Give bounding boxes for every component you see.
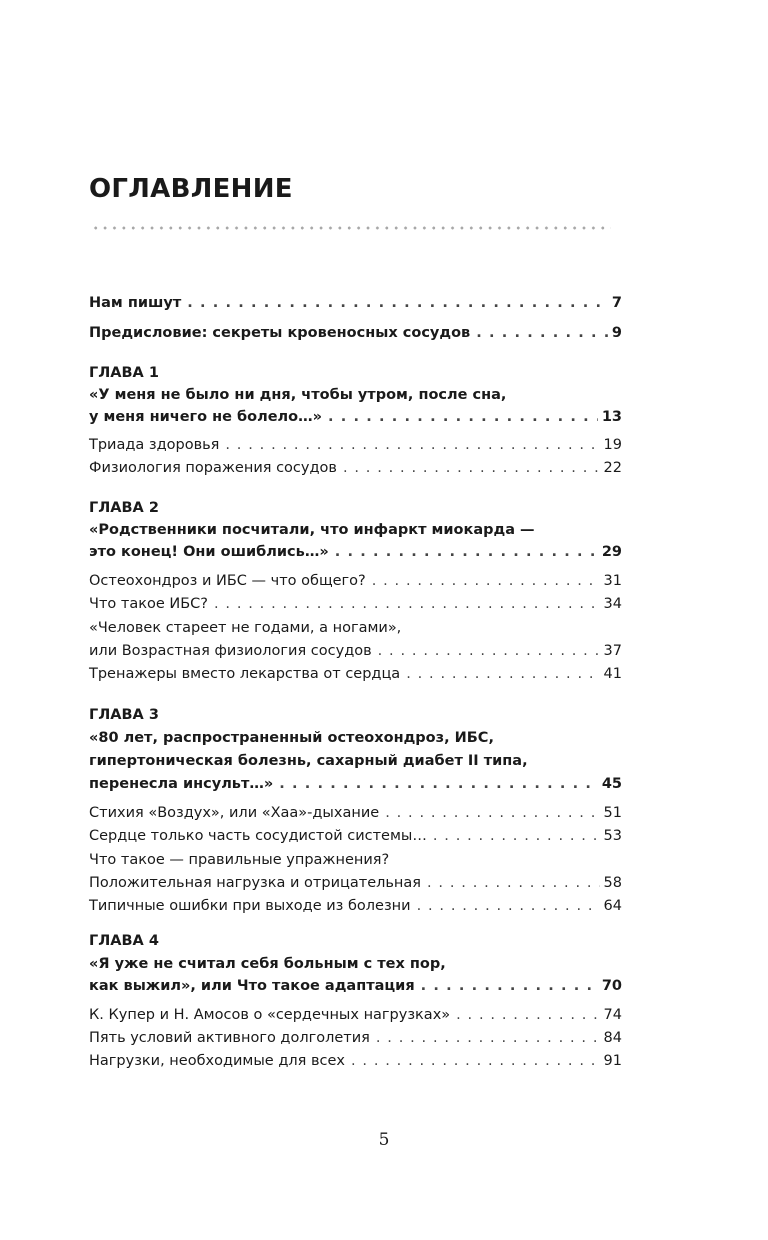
dot-leader xyxy=(225,434,599,457)
toc-entry[interactable] xyxy=(89,570,622,593)
toc-entry-page: 91 xyxy=(603,1053,622,1069)
dot-leader xyxy=(328,406,598,429)
chapter-heading: ГЛАВА 1 xyxy=(89,365,159,381)
dot-leader xyxy=(456,1004,599,1027)
toc-entry-page: 74 xyxy=(603,1007,622,1023)
dot-leader xyxy=(433,825,600,848)
dot-leader xyxy=(421,975,598,998)
chapter-title-text: у меня ничего не болело…» xyxy=(89,409,323,425)
chapter-heading: ГЛАВА 4 xyxy=(89,933,159,949)
toc-entry[interactable] xyxy=(89,593,622,616)
toc-entry[interactable] xyxy=(89,457,622,480)
dot-leader xyxy=(372,570,600,593)
dot-leader xyxy=(427,872,600,895)
toc-entry-text: Что такое ИБС? xyxy=(89,596,208,612)
toc-entry-line: Что такое — правильные упражнения? xyxy=(89,852,390,868)
toc-entry[interactable] xyxy=(89,1027,622,1050)
toc-entry[interactable] xyxy=(89,1004,622,1027)
dot-leader xyxy=(351,1050,600,1073)
toc-entry-page: 51 xyxy=(603,805,622,821)
toc-entry[interactable] xyxy=(89,802,622,825)
toc-entry-page: 19 xyxy=(603,437,622,453)
dot-leader xyxy=(376,1027,600,1050)
toc-entry-text: Предисловие: секреты кровеносных сосудов xyxy=(89,325,471,341)
dot-leader xyxy=(279,773,598,796)
toc-entry-text: Положительная нагрузка и отрицательная xyxy=(89,875,422,891)
toc-entry[interactable] xyxy=(89,640,622,663)
toc-entry-page: 70 xyxy=(601,978,622,994)
toc-entry-text: К. Купер и Н. Амосов о «сердечных нагрузках» xyxy=(89,1007,451,1023)
toc-entry-page: 58 xyxy=(603,875,622,891)
toc-entry-text: или Возрастная физиология сосудов xyxy=(89,643,372,659)
toc-entry-text: Сердце только часть сосудистой системы… xyxy=(89,828,427,844)
toc-entry-text: Стихия «Воздух», или «Хаа»-дыхание xyxy=(89,805,380,821)
toc-entry-page: 37 xyxy=(603,643,622,659)
toc-entry-text: Физиология поражения сосудов xyxy=(89,460,337,476)
dot-leader xyxy=(343,457,600,480)
title-dotted-rule xyxy=(91,226,611,230)
chapter-title-entry[interactable] xyxy=(89,541,622,564)
chapter-heading: ГЛАВА 3 xyxy=(89,707,159,723)
toc-entry-page: 22 xyxy=(603,460,622,476)
chapter-title-line: гипертоническая болезнь, сахарный диабет II типа, xyxy=(89,753,528,769)
toc-entry-page: 7 xyxy=(611,295,622,311)
toc-entry[interactable] xyxy=(89,895,622,918)
chapter-title-entry[interactable] xyxy=(89,975,622,998)
toc-entry-page: 9 xyxy=(611,325,622,341)
chapter-title-line: «Я уже не считал себя больным с тех пор, xyxy=(89,956,446,972)
toc-entry-page: 41 xyxy=(603,666,622,682)
dot-leader xyxy=(378,640,600,663)
toc-entry-page: 13 xyxy=(601,409,622,425)
toc-entry-text: Триада здоровья xyxy=(89,437,220,453)
chapter-title-entry[interactable] xyxy=(89,773,622,796)
chapter-title-text: это конец! Они ошиблись…» xyxy=(89,544,329,560)
dot-leader xyxy=(187,292,608,315)
toc-entry-page: 29 xyxy=(601,544,622,560)
page-title: ОГЛАВЛЕНИЕ xyxy=(89,174,293,204)
dot-leader xyxy=(476,322,608,345)
page-number: 5 xyxy=(378,1130,390,1150)
toc-entry-text: Нам пишут xyxy=(89,295,182,311)
chapter-title-line: «80 лет, распространенный остеохондроз, ИБС, xyxy=(89,730,494,746)
toc-entry-text: Тренажеры вместо лекарства от сердца xyxy=(89,666,401,682)
dot-leader xyxy=(406,663,599,686)
dot-leader xyxy=(385,802,599,825)
dot-leader xyxy=(214,593,600,616)
chapter-title-text: перенесла инсульт…» xyxy=(89,776,274,792)
toc-entry-text: Пять условий активного долголетия xyxy=(89,1030,370,1046)
chapter-title-text: как выжил», или Что такое адаптация xyxy=(89,978,415,994)
toc-entry-page: 84 xyxy=(603,1030,622,1046)
dot-leader xyxy=(417,895,600,918)
dot-leader xyxy=(335,541,598,564)
chapter-title-line: «Родственники посчитали, что инфаркт миокарда — xyxy=(89,522,535,538)
toc-entry[interactable] xyxy=(89,322,622,345)
chapter-title-entry[interactable] xyxy=(89,406,622,429)
toc-entry[interactable] xyxy=(89,663,622,686)
toc-entry-page: 53 xyxy=(603,828,622,844)
toc-entry-page: 34 xyxy=(603,596,622,612)
toc-entry[interactable] xyxy=(89,292,622,315)
toc-entry[interactable] xyxy=(89,872,622,895)
toc-entry-page: 64 xyxy=(603,898,622,914)
toc-entry[interactable] xyxy=(89,1050,622,1073)
toc-entry-text: Нагрузки, необходимые для всех xyxy=(89,1053,345,1069)
toc-entry[interactable] xyxy=(89,825,622,848)
toc-entry[interactable] xyxy=(89,434,622,457)
toc-entry-text: Типичные ошибки при выходе из болезни xyxy=(89,898,411,914)
toc-entry-text: Остеохондроз и ИБС — что общего? xyxy=(89,573,366,589)
toc-entry-page: 31 xyxy=(603,573,622,589)
chapter-heading: ГЛАВА 2 xyxy=(89,500,159,516)
toc-entry-page: 45 xyxy=(601,776,622,792)
toc-entry-line: «Человек стареет не годами, а ногами», xyxy=(89,620,402,636)
chapter-title-line: «У меня не было ни дня, чтобы утром, после сна, xyxy=(89,387,507,403)
